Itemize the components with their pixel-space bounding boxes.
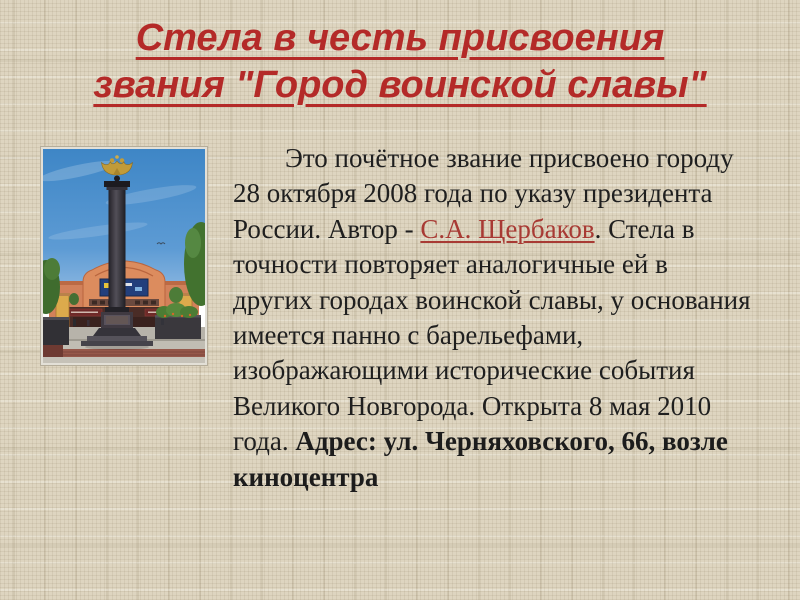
stela-photo-illustration (43, 149, 205, 363)
slide-title (0, 15, 800, 109)
title-line-2: звания "Город воинской славы" (93, 64, 707, 106)
stela-photo (41, 147, 207, 365)
title-line-1: Стела в честь присвоения (135, 17, 665, 59)
body-text (233, 141, 751, 495)
body-text-run-1: Это почётное звание присвоено городу 28 октября 2008 года по указу президента России. Автор - (233, 143, 734, 244)
author-link[interactable]: С.А. Щербаков (420, 213, 595, 244)
address-bold-text: Адрес: ул. Черняховского, 66, возле киноцентра (233, 426, 728, 492)
body-text-run-2: . Стела в точности повторяет аналогичные ей в других городах воинской славы, у основания имеется панно с барельефами, изображающими исторические события Великого Новгорода. Открыта 8 мая 2010 года. (233, 213, 751, 457)
